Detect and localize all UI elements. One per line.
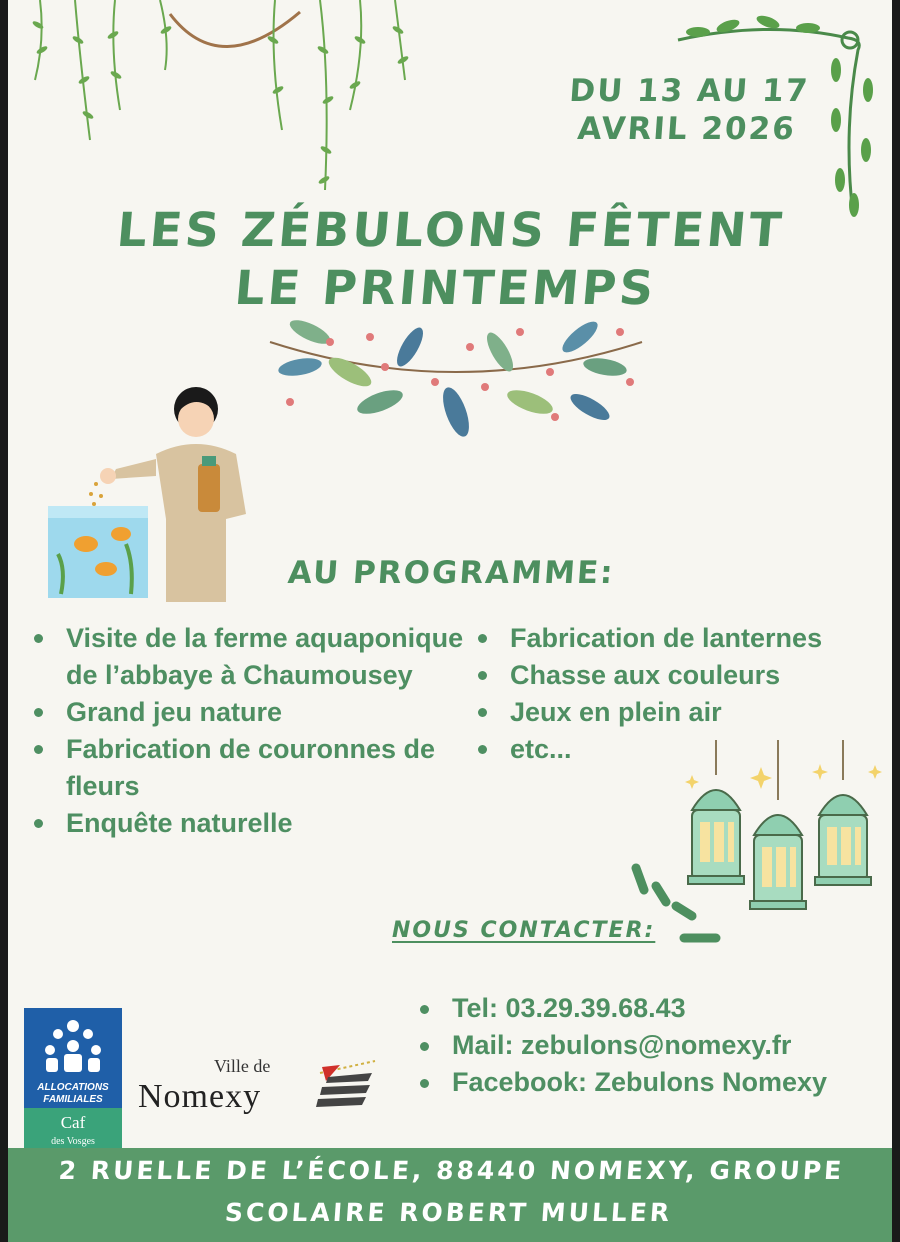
caf-logo <box>24 1008 122 1150</box>
poster-title: LES ZÉBULONS FÊTENT LE PRINTEMPS <box>114 203 787 316</box>
svg-text:FAMILIALES: FAMILIALES <box>43 1094 103 1105</box>
svg-text:ALLOCATIONS: ALLOCATIONS <box>37 1082 109 1093</box>
contact-facebook: Facebook: Zebulons Nomexy <box>416 1064 886 1101</box>
child-feeding-fish-illustration <box>46 384 276 604</box>
contact-list <box>416 990 886 1101</box>
list-item: Fabrication de couronnes de fleurs <box>30 731 470 805</box>
contact-email: Mail: zebulons@nomexy.fr <box>416 1027 886 1064</box>
list-item: Chasse aux couleurs <box>474 657 884 694</box>
nomexy-label: Nomexy <box>138 1078 262 1115</box>
swoosh-decoration <box>626 858 736 958</box>
svg-text:Caf: Caf <box>60 1113 86 1132</box>
event-dates: DU 13 AU 17 AVRIL 2026 <box>568 73 811 147</box>
contact-phone: Tel: 03.29.39.68.43 <box>416 990 886 1027</box>
ville-de-label: Ville de <box>214 1056 271 1076</box>
list-item: Enquête naturelle <box>30 805 470 842</box>
svg-text:des Vosges: des Vosges <box>51 1136 95 1147</box>
program-heading: AU PROGRAMME: <box>286 555 616 591</box>
list-item: Jeux en plein air <box>474 694 884 731</box>
program-list-left <box>30 620 470 842</box>
list-item: Fabrication de lanternes <box>474 620 884 657</box>
address: 2 RUELLE DE L’ÉCOLE, 88440 NOMEXY, GROUPE SCOLAIRE ROBERT MULLER <box>57 1156 846 1227</box>
poster <box>8 0 892 1242</box>
list-item: etc... <box>474 731 884 768</box>
caf-logo-mark <box>24 1008 122 1150</box>
contact-heading: NOUS CONTACTER: <box>392 918 656 943</box>
floral-wreath-illustration <box>260 312 652 440</box>
list-item: Visite de la ferme aquaponique de l’abbaye à Chaumousey <box>30 620 470 694</box>
list-item: Grand jeu nature <box>30 694 470 731</box>
nomexy-logo-icon <box>300 1055 390 1117</box>
hanging-vines-illustration <box>20 0 420 200</box>
